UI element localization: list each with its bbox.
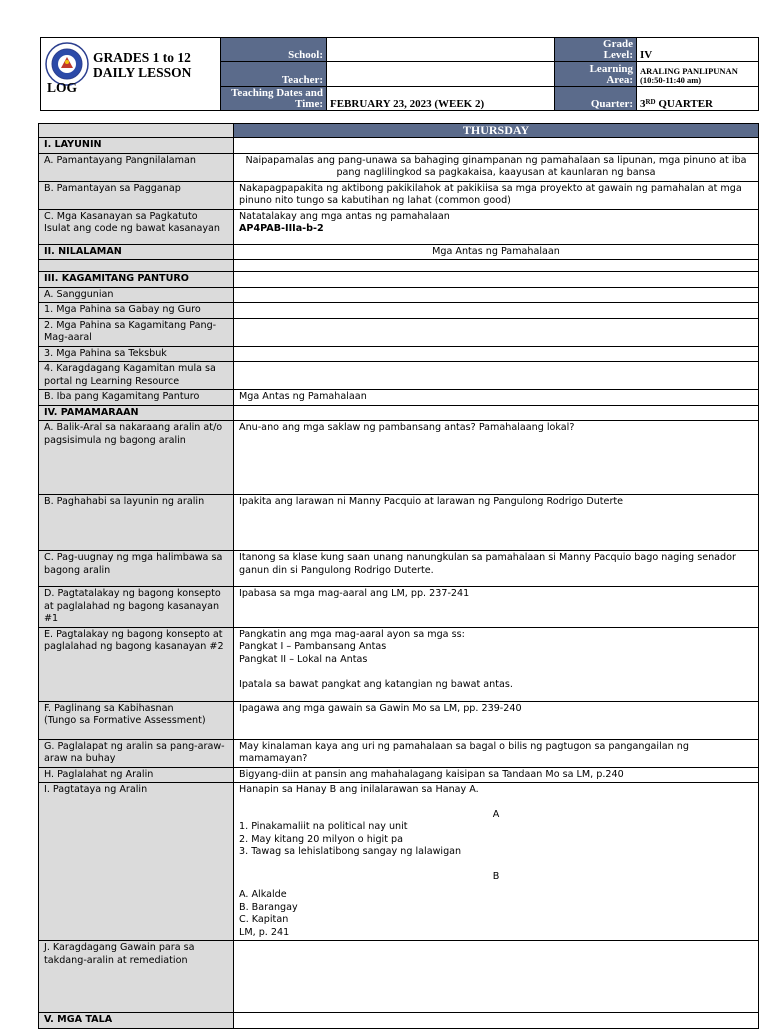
lesson-row	[39, 1013, 759, 1029]
row-label: 2. Mga Pahina sa Kagamitang Pang- Mag-aaral	[39, 318, 234, 346]
row-text: Natatalakay ang mga antas ng pamahalaan	[239, 210, 450, 222]
row-content	[234, 346, 759, 362]
quarter-label: Quarter:	[555, 86, 637, 110]
row-content	[234, 390, 759, 406]
row-label: H. Paglalahat ng Aralin	[39, 767, 234, 783]
row-label: 3. Mga Pahina sa Teksbuk	[39, 346, 234, 362]
area-label: Learning Area:	[555, 62, 637, 86]
row-content	[234, 318, 759, 346]
row-content	[234, 551, 759, 587]
grade-label: Grade Level:	[555, 38, 637, 62]
column-b-item: LM, p. 241	[239, 926, 290, 938]
row-label: C. Mga Kasanayan sa Pagkatuto Isulat ang code ng bawat kasanayan	[39, 209, 234, 244]
teacher-value	[327, 62, 555, 86]
row-content	[234, 767, 759, 783]
row-content	[234, 405, 759, 421]
lesson-row	[39, 627, 759, 701]
row-text: Itanong sa klase kung saan unang nanungkulan sa pamahalaan si Manny Pacquio bago naging senador ganun din si Pangulong Rodrigo Duterte.	[239, 552, 736, 576]
row-text: Naipapamalas ang pang-unawa sa bahaging ginampanan ng pamahalaan sa lipunan, mga pinuno at iba pang naglilingkod sa pagkakaisa, kaayusan at kaunlaran ng bansa	[245, 154, 747, 178]
lesson-row	[39, 244, 759, 260]
school-value	[327, 38, 555, 62]
row-label: 1. Mga Pahina sa Gabay ng Guro	[39, 303, 234, 319]
lesson-row	[39, 941, 759, 1013]
column-a-item: 3. Tawag sa lehislatibong sangay ng lalawigan	[239, 846, 462, 857]
lesson-row	[39, 181, 759, 209]
row-label-blank	[39, 260, 234, 272]
lesson-row	[39, 318, 759, 346]
column-a-heading: A	[492, 808, 500, 820]
row-text: Ipabasa sa mga mag-aaral ang LM, pp. 237-241	[239, 588, 470, 599]
lesson-row	[39, 303, 759, 319]
lesson-row	[39, 767, 759, 783]
row-label: G. Paglalapat ng aralin sa pang-araw- araw na buhay	[39, 739, 234, 767]
row-content	[234, 244, 759, 260]
row-label: F. Paglinang sa Kabihasnan (Tungo sa Formative Assessment)	[39, 701, 234, 739]
row-label: A. Sanggunian	[39, 287, 234, 303]
lesson-row-blank	[39, 260, 759, 272]
row-label: A. Pamantayang Pangnilalaman	[39, 153, 234, 181]
lesson-row	[39, 587, 759, 628]
row-label: IV. PAMAMARAAN	[39, 405, 234, 421]
row-content	[234, 587, 759, 628]
row-content	[234, 209, 759, 244]
row-label: I. Pagtataya ng Aralin	[39, 783, 234, 941]
lesson-row	[39, 739, 759, 767]
row-label: I. LAYUNIN	[39, 138, 234, 154]
row-content-blank	[234, 260, 759, 272]
row-content	[234, 739, 759, 767]
row-content	[234, 362, 759, 390]
row-content	[234, 138, 759, 154]
row-text: Mga Antas ng Pamahalaan	[239, 391, 367, 402]
lesson-row	[39, 209, 759, 244]
column-a-item: 2. May kitang 20 milyon o higit pa	[239, 833, 403, 845]
day-header-spacer	[39, 124, 234, 138]
lesson-row	[39, 701, 759, 739]
lesson-row	[39, 405, 759, 421]
row-content	[234, 1013, 759, 1029]
column-b-item: C. Kapitan	[239, 914, 289, 925]
lesson-row	[39, 287, 759, 303]
lesson-row	[39, 362, 759, 390]
column-b-item: B. Barangay	[239, 901, 298, 913]
form-title: GRADES 1 to 12 DAILY LESSON	[93, 50, 192, 80]
row-content	[234, 783, 759, 941]
column-b-item: A. Alkalde	[239, 889, 287, 900]
row-label: B. Paghahabi sa layunin ng aralin	[39, 495, 234, 551]
lesson-row	[39, 783, 759, 941]
row-label: III. KAGAMITANG PANTURO	[39, 272, 234, 288]
lesson-row	[39, 495, 759, 551]
lesson-row	[39, 272, 759, 288]
row-text: Ipagawa ang mga gawain sa Gawin Mo sa LM, pp. 239-240	[239, 702, 522, 714]
row-content	[234, 941, 759, 1013]
teacher-label: Teacher:	[221, 62, 327, 86]
row-label: E. Pagtalakay ng bagong konsepto at paglalahad ng bagong kasanayan #2	[39, 627, 234, 701]
row-text: Anu-ano ang mga saklaw ng pambansang antas? Pamahalaang lokal?	[239, 422, 575, 433]
row-text: Pangkatin ang mga mag-aaral ayon sa mga ss: Pangkat I – Pambansang Antas Pangkat II – Lokal na Antas Ipatala sa bawat pangkat ang katangian ng bawat antas.	[239, 628, 513, 690]
column-b-heading: B	[492, 870, 500, 882]
header-table	[40, 37, 759, 111]
row-label: A. Balik-Aral sa nakaraang aralin at/o pagsisimula ng bagong aralin	[39, 421, 234, 495]
lesson-row	[39, 138, 759, 154]
row-content	[234, 287, 759, 303]
row-label: B. Iba pang Kagamitang Panturo	[39, 390, 234, 406]
row-label: J. Karagdagang Gawain para sa takdang-aralin at remediation	[39, 941, 234, 1013]
row-text: May kinalaman kaya ang uri ng pamahalaan sa bagal o bilis ng pagtugon sa pangangailan ng mamamayan?	[239, 740, 689, 764]
row-content	[234, 303, 759, 319]
row-content	[234, 153, 759, 181]
column-a-item: 1. Pinakamaliit na political nay unit	[239, 821, 408, 832]
row-label: II. NILALAMAN	[39, 244, 234, 260]
lesson-row	[39, 421, 759, 495]
row-content	[234, 181, 759, 209]
row-label: B. Pamantayan sa Pagganap	[39, 181, 234, 209]
row-content	[234, 272, 759, 288]
row-content	[234, 627, 759, 701]
dates-value: FEBRUARY 23, 2023 (WEEK 2)	[327, 86, 555, 110]
form-title-log: LOG	[47, 80, 78, 95]
area-value: ARALING PANLIPUNAN (10:50-11:40 am)	[637, 62, 759, 86]
dates-label: Teaching Dates and Time:	[221, 86, 327, 110]
grade-value: IV	[637, 38, 759, 62]
school-label: School:	[221, 38, 327, 62]
competency-code: AP4PAB-IIIa-b-2	[239, 223, 324, 234]
row-label: V. MGA TALA	[39, 1013, 234, 1029]
row-label: D. Pagtatalakay ng bagong konsepto at paglalahad ng bagong kasanayan #1	[39, 587, 234, 628]
row-text: Bigyang-diin at pansin ang mahahalagang kaisipan sa Tandaan Mo sa LM, p.240	[239, 768, 624, 780]
row-text: Ipakita ang larawan ni Manny Pacquio at larawan ng Pangulong Rodrigo Duterte	[239, 496, 624, 507]
row-content	[234, 495, 759, 551]
day-header-row	[39, 124, 759, 138]
lesson-row	[39, 390, 759, 406]
lesson-table	[38, 123, 759, 1029]
lesson-row	[39, 153, 759, 181]
row-content	[234, 421, 759, 495]
day-header: THURSDAY	[234, 124, 759, 138]
row-content	[234, 701, 759, 739]
title-cell	[41, 38, 221, 111]
row-label: C. Pag-uugnay ng mga halimbawa sa bagong aralin	[39, 551, 234, 587]
row-text: Nakapagpapakita ng aktibong pakikilahok at pakikiisa sa mga proyekto at gawain ng pamahalan at mga pinuno nito tungo sa kabutihan ng lahat (common good)	[239, 182, 742, 206]
assessment-instruction: Hanapin sa Hanay B ang inilalarawan sa Hanay A.	[239, 784, 479, 795]
lesson-row	[39, 346, 759, 362]
row-label: 4. Karagdagang Kagamitan mula sa portal ng Learning Resource	[39, 362, 234, 390]
row-text: Mga Antas ng Pamahalaan	[432, 245, 560, 257]
lesson-row	[39, 551, 759, 587]
quarter-value: 3RD QUARTER	[637, 86, 759, 110]
